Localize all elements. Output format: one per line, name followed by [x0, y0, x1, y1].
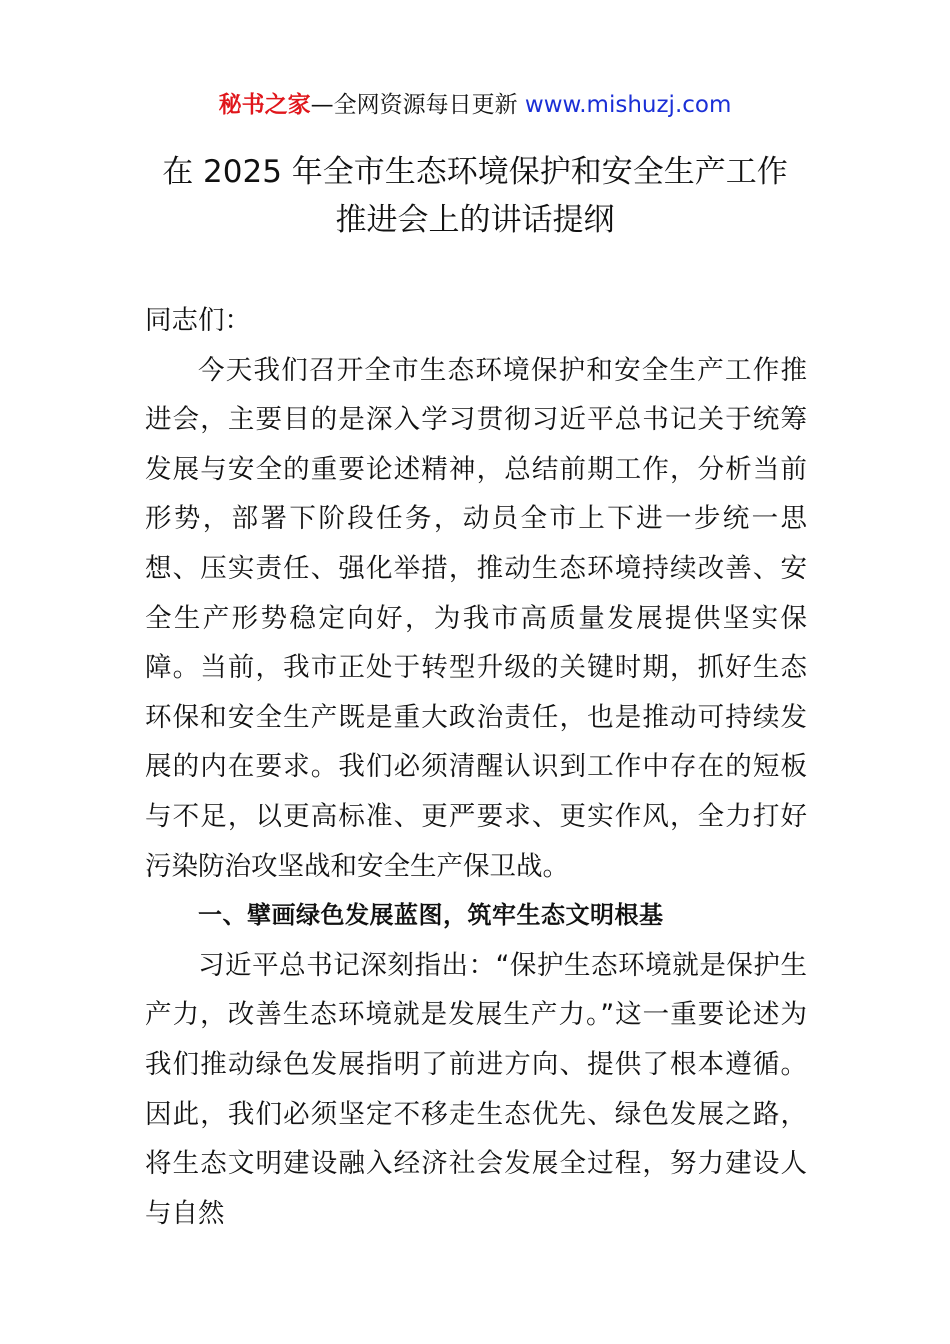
- section-1-heading: 一、擘画绿色发展蓝图，筑牢生态文明根基: [198, 901, 664, 930]
- site-url-link[interactable]: www.mishuzj.com: [524, 92, 732, 118]
- section-1-paragraph: 习近平总书记深刻指出：“保护生态环境就是保护生产力，改善生态环境就是发展生产力。”这一重要论述为我们推动绿色发展指明了前进方向、提供了根本遵循。因此，我们必须坚定不移走生态优先、绿色发展之路，将生态文明建设融入经济社会发展全过程，努力建设人与自然: [145, 949, 807, 1229]
- document-body: [145, 296, 807, 1238]
- document-title-line-2: 推进会上的讲话提纲: [335, 202, 615, 238]
- document-title: [0, 148, 950, 244]
- salutation: 同志们：: [145, 305, 251, 336]
- site-header: [0, 88, 950, 122]
- intro-paragraph: 今天我们召开全市生态环境保护和安全生产工作推进会，主要目的是深入学习贯彻习近平总书记关于统筹发展与安全的重要论述精神，总结前期工作，分析当前形势，部署下阶段任务，动员全市上下进一步统一思想、压实责任、强化举措，推动生态环境持续改善、安全生产形势稳定向好，为我市高质量发展提供坚实保障。当前，我市正处于转型升级的关键时期，抓好生态环保和安全生产既是重大政治责任，也是推动可持续发展的内在要求。我们必须清醒认识到工作中存在的短板与不足，以更高标准、更严要求、更实作风，全力打好污染防治攻坚战和安全生产保卫战。: [145, 354, 807, 882]
- site-tagline: —全网资源每日更新: [310, 92, 525, 118]
- site-brand: 秘书之家: [218, 92, 311, 118]
- document-title-line-1: 在 2025 年全市生态环境保护和安全生产工作: [162, 154, 788, 190]
